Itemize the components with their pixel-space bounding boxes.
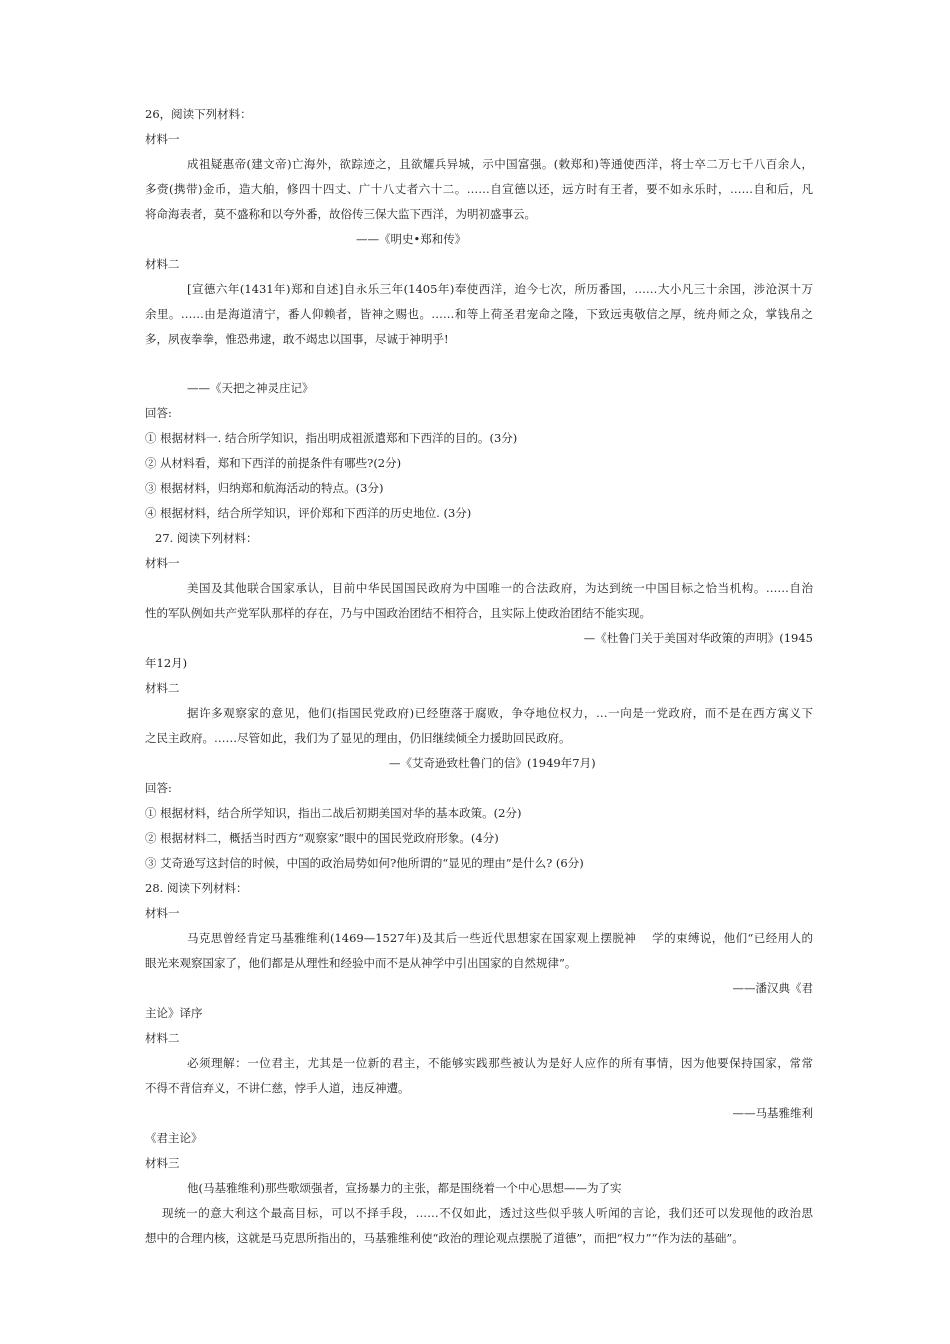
q28-material3-line2: 现统一的意大利这个最高目标，可以不择手段，……不仅如此，透过这些似乎骇人听闻的言论，我们还可以发现他的政治思: [162, 1206, 813, 1220]
q26-material1-label: 材料一: [145, 132, 180, 146]
q27-material1-source: —《杜鲁门关于美国对华政策的声明》(1945: [583, 631, 813, 645]
q26-material2-source: ——《天把之神灵庄记》: [187, 381, 314, 395]
q28-material2-source-cont: 《君主论》: [145, 1131, 203, 1145]
q26-question-4: ④ 根据材料，结合所学知识，评价郑和下西洋的历史地位. (3分): [145, 506, 472, 520]
q26-heading: 26，阅读下列材料：: [145, 107, 252, 121]
q26-material1-line3: 将命海表者，莫不盛称和以夸外番，故俗传三保大监下西洋，为明初盛事云。: [145, 207, 536, 221]
q27-question-1: ① 根据材料，结合所学知识，指出二战后初期美国对华的基本政策。(2分): [145, 806, 522, 820]
q26-material2-label: 材料二: [145, 257, 180, 271]
q28-material3-line1: 他(马基雅维利)那些歌颂强者，宣扬暴力的主张，都是围绕着一个中心思想——为了实: [187, 1181, 622, 1195]
q27-material1-label: 材料一: [145, 556, 180, 570]
q28-material3-label: 材料三: [145, 1156, 180, 1170]
q28-material2-line2: 不得不背信弃义，不讲仁慈，悖手人道，违反神遭。: [145, 1081, 410, 1095]
q28-material1-line1: 马克思曾经肯定马基雅维利(1469—1527年)及其后一些近代思想家在国家观上摆脱神 学的束缚说，他们“已经用人的: [187, 931, 813, 945]
q26-material1-line2: 多赍(携带)金币，造大舶，修四十四丈、广十八丈者六十二。……自宣德以还，远方时有王者，要不如永乐时，……自和后，凡: [145, 182, 813, 196]
q28-heading: 28. 阅读下列材料：: [145, 881, 248, 895]
q27-answer-label: 回答:: [145, 781, 172, 795]
q27-material2-label: 材料二: [145, 681, 180, 695]
q27-material2-source: —《艾奇逊致杜鲁门的信》(1949年7月): [389, 756, 596, 770]
q28-material2-label: 材料二: [145, 1031, 180, 1045]
q26-material2-line1: [宣德六年(1431年)郑和自述]自永乐三年(1405年)奉使西洋，迨今七次，所历番国，……大小凡三十余国，涉沧溟十万: [187, 282, 813, 296]
q28-material3-line3: 想中的合理内核，这就是马克思所指出的，马基雅维利使“政治的理论观点摆脱了道德”，而把“权力”“作为法的基础”。: [145, 1231, 744, 1245]
q28-material2-line1: 必须理解：一位君主，尤其是一位新的君主，不能够实践那些被认为是好人应作的所有事情，因为他要保持国家，常常: [187, 1056, 813, 1070]
q28-material1-source-cont: 主论》译序: [145, 1006, 203, 1020]
q27-material1-line1: 美国及其他联合国家承认，目前中华民国国民政府为中国唯一的合法政府，为达到统一中国目标之恰当机构。……自治: [187, 581, 813, 595]
q26-material1-source: ——《明史•郑和传》: [356, 232, 467, 246]
q26-answer-label: 回答:: [145, 406, 172, 420]
q27-question-2: ② 根据材料二，概括当时西方“观察家”眼中的国民党政府形象。(4分): [145, 831, 499, 845]
q27-heading: 27. 阅读下列材料：: [155, 531, 258, 545]
q28-material1-source: ——潘汉典《君: [732, 981, 813, 995]
q27-material1-line2: 性的军队例如共产党军队那样的存在，乃与中国政治团结不相符合，且实际上使政治团结不能实现。: [145, 606, 651, 620]
q26-question-1: ① 根据材料一. 结合所学知识，指出明成祖派遣郑和下西洋的目的。(3分): [145, 431, 518, 445]
q26-question-3: ③ 根据材料，归纳郑和航海活动的特点。(3分): [145, 481, 384, 495]
q28-material1-line2: 眼光来观察国家了，他们都是从理性和经验中而不是从神学中引出国家的自然规律”。: [145, 956, 577, 970]
q27-material1-source-cont: 年12月): [145, 656, 188, 670]
q26-question-2: ② 从材料看，郑和下西洋的前提条件有哪些?(2分): [145, 456, 402, 470]
q26-material2-line2: 余里。……由是海道清宁，番人仰赖者，皆神之赐也。……和等上荷圣君宠命之隆，下致远夷敬信之厚，统舟师之众，掌钱帛之: [145, 307, 813, 321]
q26-material2-line3: 多，夙夜拳拳，惟恐弗逮，敢不竭忠以国事，尽诚于神明乎!: [145, 332, 449, 346]
q27-material2-line2: 之民主政府。……尽管如此，我们为了显见的理由，仍旧继续倾全力援助回民政府。: [145, 731, 571, 745]
q28-material2-source: ——马基雅维利: [732, 1106, 813, 1120]
q28-material1-label: 材料一: [145, 906, 180, 920]
q27-question-3: ③ 艾奇逊写这封信的时候，中国的政治局势如何?他所谓的“显见的理由”是什么? (6分): [145, 856, 584, 870]
q27-material2-line1: 据许多观察家的意见，他们(指国民党政府)已经堕落于腐败，争夺地位权力，…一向是一党政府，而不是在西方寓义下: [187, 706, 813, 720]
q26-material1-line1: 成祖疑惠帝(建文帝)亡海外，欲踪迹之，且欲耀兵异城，示中国富强。(敕郑和)等通使西洋，将士卒二万七千八百余人，: [187, 157, 813, 171]
